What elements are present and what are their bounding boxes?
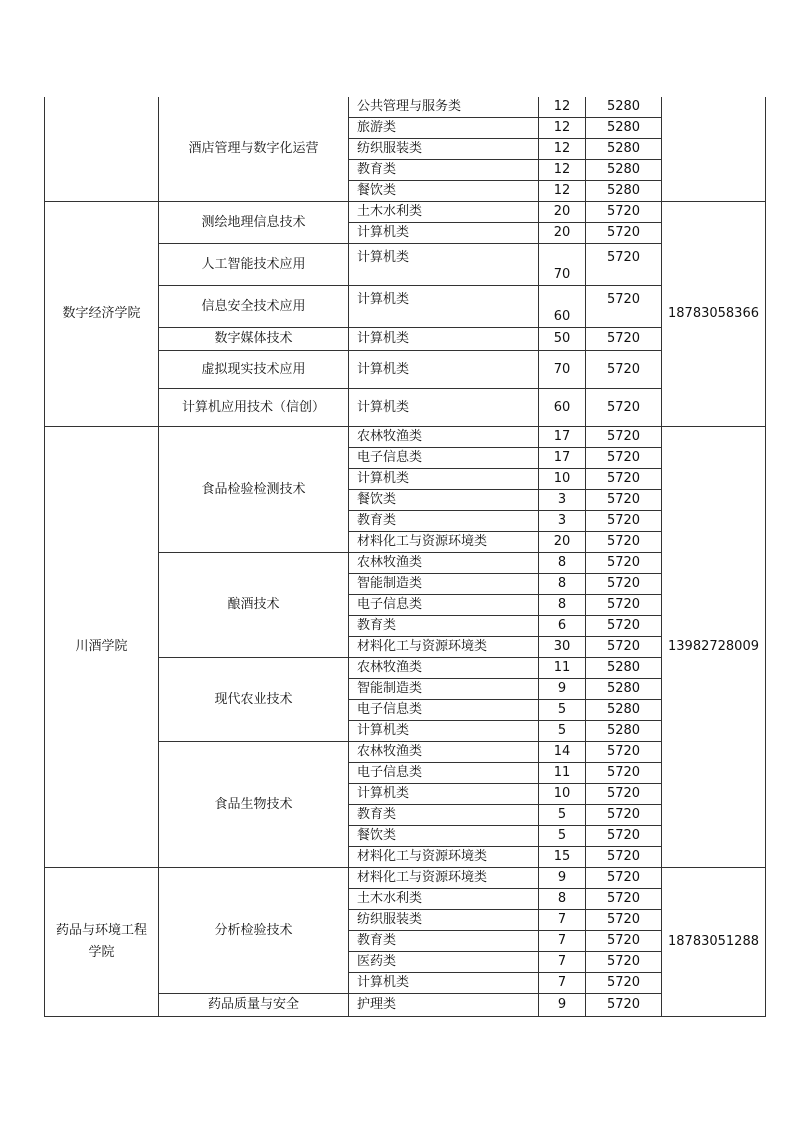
enrollment-count: 12 [539, 97, 586, 118]
subject-category: 医药类 [349, 952, 539, 973]
table-row [45, 202, 766, 223]
tuition-fee: 5720 [586, 595, 662, 616]
enrollment-count: 70 [539, 351, 586, 389]
contact-phone: 18783051288 [662, 868, 766, 1017]
major-name: 现代农业技术 [159, 658, 349, 742]
enrollment-count: 70 [539, 244, 586, 286]
tuition-fee: 5720 [586, 448, 662, 469]
tuition-fee: 5720 [586, 742, 662, 763]
subject-category: 纺织服装类 [349, 139, 539, 160]
tuition-fee: 5720 [586, 328, 662, 351]
tuition-fee: 5720 [586, 511, 662, 532]
subject-category: 智能制造类 [349, 679, 539, 700]
subject-category: 教育类 [349, 616, 539, 637]
contact-phone: 13982728009 [662, 427, 766, 868]
subject-category: 电子信息类 [349, 700, 539, 721]
enrollment-count: 9 [539, 994, 586, 1017]
tuition-fee: 5280 [586, 679, 662, 700]
major-name: 人工智能技术应用 [159, 244, 349, 286]
enrollment-table [44, 97, 766, 1017]
tuition-fee: 5720 [586, 616, 662, 637]
enrollment-count: 5 [539, 826, 586, 847]
tuition-fee: 5720 [586, 763, 662, 784]
college-name: 药品与环境工程学院 [45, 868, 159, 1017]
enrollment-count: 5 [539, 700, 586, 721]
tuition-fee: 5720 [586, 286, 662, 328]
table-row [45, 427, 766, 448]
subject-category: 材料化工与资源环境类 [349, 637, 539, 658]
subject-category: 材料化工与资源环境类 [349, 532, 539, 553]
enrollment-count: 30 [539, 637, 586, 658]
contact-phone: 18783058366 [662, 202, 766, 427]
tuition-fee: 5280 [586, 139, 662, 160]
subject-category: 计算机类 [349, 973, 539, 994]
major-name: 分析检验技术 [159, 868, 349, 994]
subject-category: 纺织服装类 [349, 910, 539, 931]
enrollment-count: 20 [539, 223, 586, 244]
subject-category: 旅游类 [349, 118, 539, 139]
tuition-fee: 5720 [586, 427, 662, 448]
subject-category: 农林牧渔类 [349, 742, 539, 763]
enrollment-count: 11 [539, 763, 586, 784]
tuition-fee: 5720 [586, 389, 662, 427]
tuition-fee: 5720 [586, 532, 662, 553]
enrollment-count: 17 [539, 448, 586, 469]
tuition-fee: 5280 [586, 97, 662, 118]
subject-category: 计算机类 [349, 469, 539, 490]
subject-category: 计算机类 [349, 328, 539, 351]
enrollment-count: 7 [539, 973, 586, 994]
subject-category: 计算机类 [349, 721, 539, 742]
enrollment-count: 20 [539, 202, 586, 223]
enrollment-count: 5 [539, 805, 586, 826]
enrollment-count: 50 [539, 328, 586, 351]
enrollment-count: 8 [539, 574, 586, 595]
tuition-fee: 5280 [586, 181, 662, 202]
tuition-fee: 5720 [586, 973, 662, 994]
major-name: 信息安全技术应用 [159, 286, 349, 328]
subject-category: 材料化工与资源环境类 [349, 868, 539, 889]
college-name: 数字经济学院 [45, 202, 159, 427]
major-name: 计算机应用技术（信创） [159, 389, 349, 427]
subject-category: 电子信息类 [349, 595, 539, 616]
subject-category: 土木水利类 [349, 889, 539, 910]
enrollment-count: 3 [539, 490, 586, 511]
enrollment-count: 60 [539, 389, 586, 427]
enrollment-count: 8 [539, 889, 586, 910]
tuition-fee: 5280 [586, 721, 662, 742]
subject-category: 农林牧渔类 [349, 553, 539, 574]
enrollment-count: 10 [539, 784, 586, 805]
tuition-fee: 5280 [586, 160, 662, 181]
subject-category: 电子信息类 [349, 448, 539, 469]
subject-category: 护理类 [349, 994, 539, 1017]
enrollment-count: 12 [539, 181, 586, 202]
subject-category: 计算机类 [349, 389, 539, 427]
enrollment-count: 7 [539, 952, 586, 973]
enrollment-count: 6 [539, 616, 586, 637]
tuition-fee: 5720 [586, 805, 662, 826]
table-row [45, 97, 766, 118]
enrollment-count: 20 [539, 532, 586, 553]
subject-category: 计算机类 [349, 244, 539, 286]
subject-category: 公共管理与服务类 [349, 97, 539, 118]
enrollment-count: 11 [539, 658, 586, 679]
enrollment-count: 10 [539, 469, 586, 490]
subject-category: 计算机类 [349, 286, 539, 328]
tuition-fee: 5280 [586, 700, 662, 721]
enrollment-count: 14 [539, 742, 586, 763]
tuition-fee: 5720 [586, 952, 662, 973]
enrollment-count: 9 [539, 679, 586, 700]
subject-category: 农林牧渔类 [349, 658, 539, 679]
tuition-fee: 5720 [586, 847, 662, 868]
subject-category: 教育类 [349, 931, 539, 952]
major-name: 酿酒技术 [159, 553, 349, 658]
enrollment-count: 5 [539, 721, 586, 742]
subject-category: 智能制造类 [349, 574, 539, 595]
subject-category: 计算机类 [349, 351, 539, 389]
major-name: 数字媒体技术 [159, 328, 349, 351]
enrollment-count: 60 [539, 286, 586, 328]
tuition-fee: 5720 [586, 784, 662, 805]
contact-phone [662, 97, 766, 202]
tuition-fee: 5720 [586, 490, 662, 511]
tuition-fee: 5280 [586, 658, 662, 679]
subject-category: 教育类 [349, 511, 539, 532]
tuition-fee: 5720 [586, 553, 662, 574]
subject-category: 农林牧渔类 [349, 427, 539, 448]
enrollment-count: 17 [539, 427, 586, 448]
enrollment-count: 15 [539, 847, 586, 868]
enrollment-count: 7 [539, 931, 586, 952]
tuition-fee: 5720 [586, 826, 662, 847]
tuition-fee: 5720 [586, 223, 662, 244]
subject-category: 计算机类 [349, 784, 539, 805]
enrollment-count: 7 [539, 910, 586, 931]
subject-category: 餐饮类 [349, 181, 539, 202]
college-name: 川酒学院 [45, 427, 159, 868]
tuition-fee: 5720 [586, 351, 662, 389]
enrollment-count: 8 [539, 553, 586, 574]
enrollment-count: 8 [539, 595, 586, 616]
major-name: 酒店管理与数字化运营 [159, 97, 349, 202]
major-name: 测绘地理信息技术 [159, 202, 349, 244]
subject-category: 餐饮类 [349, 490, 539, 511]
major-name: 食品检验检测技术 [159, 427, 349, 553]
college-name [45, 97, 159, 202]
enrollment-count: 3 [539, 511, 586, 532]
enrollment-count: 12 [539, 160, 586, 181]
tuition-fee: 5720 [586, 202, 662, 223]
subject-category: 电子信息类 [349, 763, 539, 784]
major-name: 虚拟现实技术应用 [159, 351, 349, 389]
tuition-fee: 5720 [586, 910, 662, 931]
tuition-fee: 5280 [586, 118, 662, 139]
table-row [45, 868, 766, 889]
tuition-fee: 5720 [586, 469, 662, 490]
subject-category: 教育类 [349, 160, 539, 181]
subject-category: 餐饮类 [349, 826, 539, 847]
subject-category: 材料化工与资源环境类 [349, 847, 539, 868]
subject-category: 土木水利类 [349, 202, 539, 223]
tuition-fee: 5720 [586, 868, 662, 889]
enrollment-count: 9 [539, 868, 586, 889]
tuition-fee: 5720 [586, 574, 662, 595]
enrollment-count: 12 [539, 139, 586, 160]
major-name: 食品生物技术 [159, 742, 349, 868]
tuition-fee: 5720 [586, 889, 662, 910]
major-name: 药品质量与安全 [159, 994, 349, 1017]
enrollment-count: 12 [539, 118, 586, 139]
tuition-fee: 5720 [586, 637, 662, 658]
tuition-fee: 5720 [586, 994, 662, 1017]
tuition-fee: 5720 [586, 931, 662, 952]
subject-category: 计算机类 [349, 223, 539, 244]
tuition-fee: 5720 [586, 244, 662, 286]
subject-category: 教育类 [349, 805, 539, 826]
